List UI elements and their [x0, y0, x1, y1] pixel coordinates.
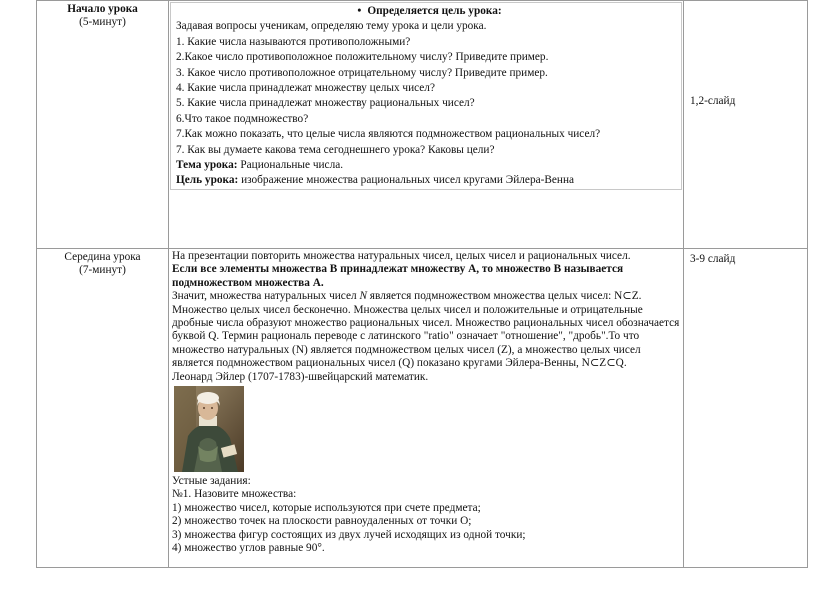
aim-value: изображение множества рациональных чисел кругами Эйлера-Венна [238, 174, 575, 187]
task-item: 1) множество чисел, которые используются при счете предмета; [172, 501, 481, 514]
slides-ref: 3-9 слайд [690, 253, 736, 265]
euler-portrait [174, 386, 244, 472]
stage-title: Начало урока [67, 3, 138, 15]
task-item: 2) множество точек на плоскости равноудаленных от точки О; [172, 515, 472, 528]
euler-caption: Леонард Эйлер (1707-1783)-швейцарский математик. [172, 370, 429, 383]
question-item: 7.Как можно показать, что целые числа являются подмножеством рациональных чисел? [176, 128, 601, 141]
slides-cell-start [684, 1, 808, 249]
oral-tasks-heading: Устные задания: [172, 475, 251, 488]
rational-explanation: Множество целых чисел бесконечно. Множества целых чисел и положительные и отрицательные дробные числа образуют множество рациональных чисел. Множество рациональных чисел обозначается буквой Q. Термин рациональ переводе с латинского "ratio" означает "отношение", "дробь".То что множество натуральных (N) является подмножеством целых чисел (Z), а множество целых чисел является подмножеством рациональных чисел (Q) показано кругами Эйлера-Венны, N⊂Z⊂Q. [172, 303, 680, 370]
content-cell-start [169, 1, 684, 249]
goal-heading: Определяется цель урока: [367, 5, 502, 17]
task-item: 4) множество углов равные 90°. [172, 542, 325, 555]
table-row-middle [37, 249, 808, 568]
question-item: 4. Какие числа принадлежат множеству целых чисел? [176, 82, 435, 95]
task-title: №1. Назовите множества: [172, 488, 297, 501]
question-item: 7. Как вы думаете какова тема сегоднешнего урока? Каковы цели? [176, 143, 495, 156]
stage-title: Середина урока [64, 251, 141, 263]
topic-line [176, 158, 677, 173]
subset-definition: Если все элементы множества В принадлежат множеству А, то множество В называется подмножеством множества А. [172, 263, 624, 289]
question-item: 5. Какие числа принадлежат множеству рациональных чисел? [176, 97, 475, 110]
goal-heading-line [176, 4, 677, 19]
lesson-plan-table [36, 0, 808, 568]
topic-label: Тема урока: [176, 159, 238, 172]
question-item: 2.Какое число противоположное положительному числу? Приведите пример. [176, 51, 549, 64]
question-item: 1. Какие числа называются противоположными? [176, 35, 411, 48]
task-item: 3) множества фигур состоящих из двух лучей исходящих из одной точки; [172, 528, 526, 541]
table-row-start [37, 1, 808, 249]
bullet-icon: • [357, 5, 362, 17]
subset-example: Значит, множества натуральных чисел N является подмножеством множества целых чисел: N⊂Z. [172, 290, 642, 303]
stage-cell-start [37, 1, 169, 249]
content-cell-middle [169, 249, 684, 568]
slides-ref: 1,2-слайд [690, 95, 736, 107]
stage-duration: (7-минут) [79, 264, 126, 276]
intro-text: Задавая вопросы ученикам, определяю тему урока и цели урока. [176, 20, 487, 33]
stage-cell-middle [37, 249, 169, 568]
aim-line [176, 173, 677, 188]
question-item: 6.Что такое подмножество? [176, 112, 309, 125]
question-item: 3. Какое число противоположное отрицательному числу? Приведите пример. [176, 66, 548, 79]
stage-duration: (5-минут) [79, 16, 126, 28]
topic-value: Рациональные числа. [237, 159, 344, 172]
slides-cell-middle [684, 249, 808, 568]
intro-text: На презентации повторить множества натуральных чисел, целых чисел и рациональных чисел. [172, 250, 631, 262]
aim-label: Цель урока: [176, 174, 239, 187]
